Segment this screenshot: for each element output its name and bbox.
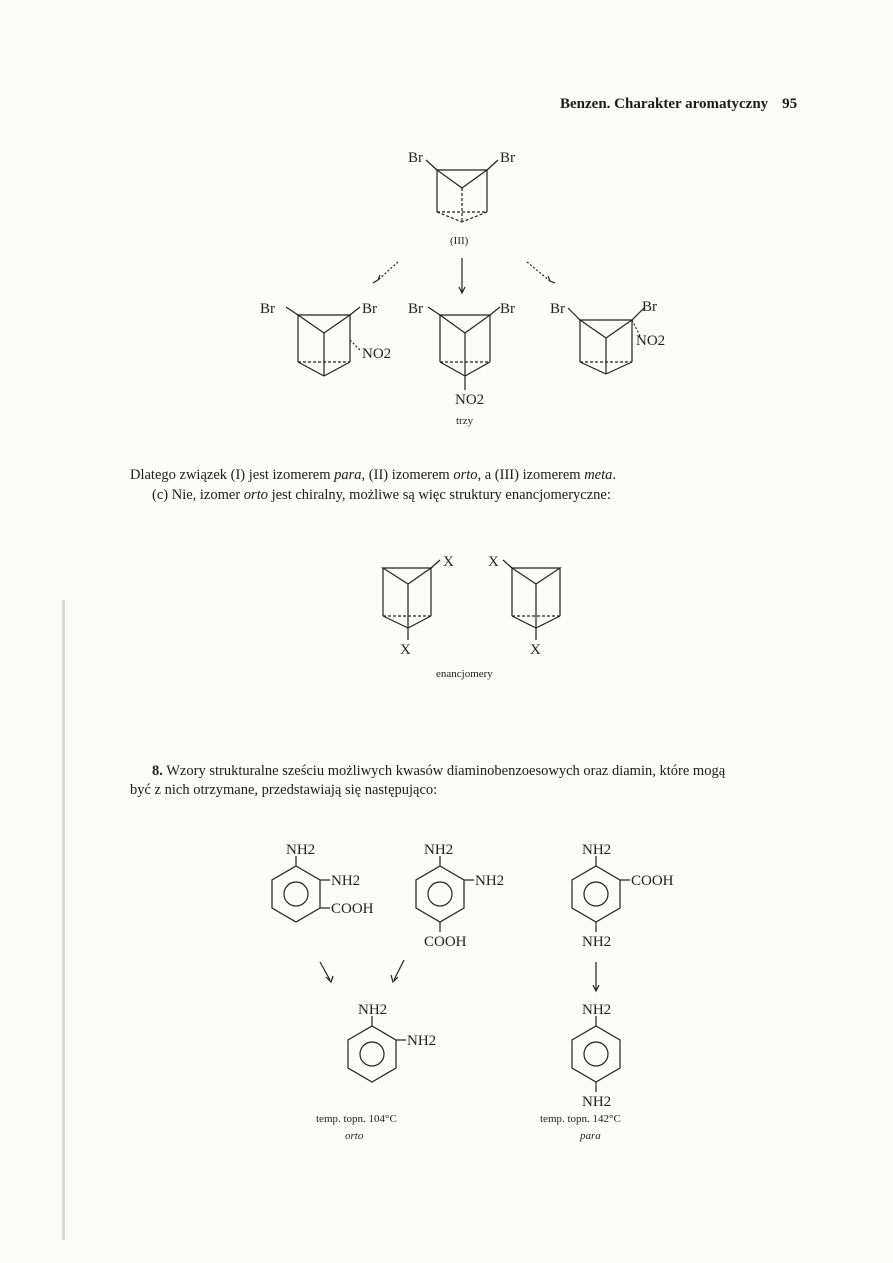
- paragraph-chirality: [152, 486, 611, 505]
- p1-sub-2: Br: [362, 301, 377, 317]
- acid2-sub-3: COOH: [424, 934, 467, 950]
- acid2-sub-2: NH2: [475, 873, 505, 889]
- diaminobenzoic-scheme: [0, 830, 893, 1160]
- p1-sub-1: Br: [260, 301, 275, 317]
- paragraph-problem-8: [152, 762, 725, 781]
- p3-sub-1: Br: [550, 301, 565, 317]
- prismane-product-2: [428, 307, 500, 390]
- para-sub-2: NH2: [582, 1094, 612, 1110]
- count-label: trzy: [456, 415, 474, 427]
- acid-1-ring: [272, 856, 330, 922]
- enant-right-x-top: X: [488, 554, 499, 570]
- paragraph-problem-8-cont: [130, 781, 437, 800]
- III-sub-1: Br: [408, 150, 423, 166]
- p1-sub-3: NO2: [362, 346, 392, 362]
- acid2-sub-1: NH2: [424, 842, 454, 858]
- p1-text-2: , (II) izomerem: [361, 467, 454, 483]
- acid1-sub-2: NH2: [331, 873, 361, 889]
- p1-emph-meta: meta: [584, 467, 613, 483]
- orto-melting-point: temp. topn. 104°C: [316, 1113, 397, 1125]
- acid1-sub-3: COOH: [331, 901, 374, 917]
- para-diamine-ring: [572, 1016, 620, 1092]
- orto-sub-1: NH2: [358, 1002, 388, 1018]
- enant-left-x-bottom: X: [400, 642, 411, 658]
- p2-sub-1: Br: [408, 301, 423, 317]
- reaction-arrows: [373, 258, 555, 293]
- enant-right-x-bottom: X: [530, 642, 541, 658]
- p1-text-3: , a (III) izomerem: [477, 467, 585, 483]
- orto-diamine-ring: [348, 1016, 406, 1082]
- III-label: (III): [450, 235, 469, 247]
- enant-left-x-top: X: [443, 554, 454, 570]
- acid-2-ring: [416, 856, 474, 932]
- enantiomer-right: [503, 560, 560, 640]
- p1-text-1: Dlatego związek (I) jest izomerem: [130, 467, 335, 483]
- p2-sub-3: NO2: [455, 392, 485, 408]
- acid3-sub-2: COOH: [631, 873, 674, 889]
- para-melting-point: temp. topn. 142°C: [540, 1113, 621, 1125]
- problem-number: 8.: [152, 763, 163, 779]
- page-edge-shadow: [62, 600, 65, 1240]
- prismane-product-1: [286, 307, 360, 376]
- p2-emph-orto: orto: [243, 487, 268, 503]
- acid3-sub-1: NH2: [582, 842, 612, 858]
- enantiomers-figure: [0, 540, 893, 690]
- p1-emph-para: para: [334, 467, 362, 483]
- prismane-product-3: [568, 308, 644, 374]
- p3-line-2: być z nich otrzymane, przedstawiają się następująco:: [130, 782, 438, 798]
- prismane-III: [426, 160, 498, 222]
- p1-emph-orto: orto: [453, 467, 478, 483]
- acid-3-ring: [572, 856, 630, 932]
- orto-name: orto: [345, 1130, 364, 1142]
- orto-sub-2: NH2: [407, 1033, 437, 1049]
- III-sub-2: Br: [500, 150, 515, 166]
- p3-sub-2: Br: [642, 299, 657, 315]
- p3-line-1: Wzory strukturalne sześciu możliwych kwasów diaminobenzoesowych oraz diamin, które mogą: [162, 763, 726, 779]
- prismane-nitration-scheme: [0, 0, 893, 440]
- para-name: para: [580, 1130, 601, 1142]
- acid3-sub-3: NH2: [582, 934, 612, 950]
- paragraph-isomers: [130, 466, 616, 485]
- p2-sub-2: Br: [500, 301, 515, 317]
- p2-text-2: jest chiralny, możliwe są więc struktury enancjomeryczne:: [267, 487, 611, 503]
- decarboxylation-arrows: [320, 960, 599, 991]
- acid1-sub-1: NH2: [286, 842, 316, 858]
- page-number: 95: [782, 96, 798, 112]
- enantiomers-label: enancjomery: [436, 668, 493, 680]
- header-title: Benzen. Charakter aromatyczny: [560, 96, 769, 112]
- para-sub-1: NH2: [582, 1002, 612, 1018]
- enantiomer-left: [383, 560, 440, 640]
- p1-text-4: .: [612, 467, 616, 483]
- p2-text-1: (c) Nie, izomer: [152, 487, 244, 503]
- p3-sub-3: NO2: [636, 333, 666, 349]
